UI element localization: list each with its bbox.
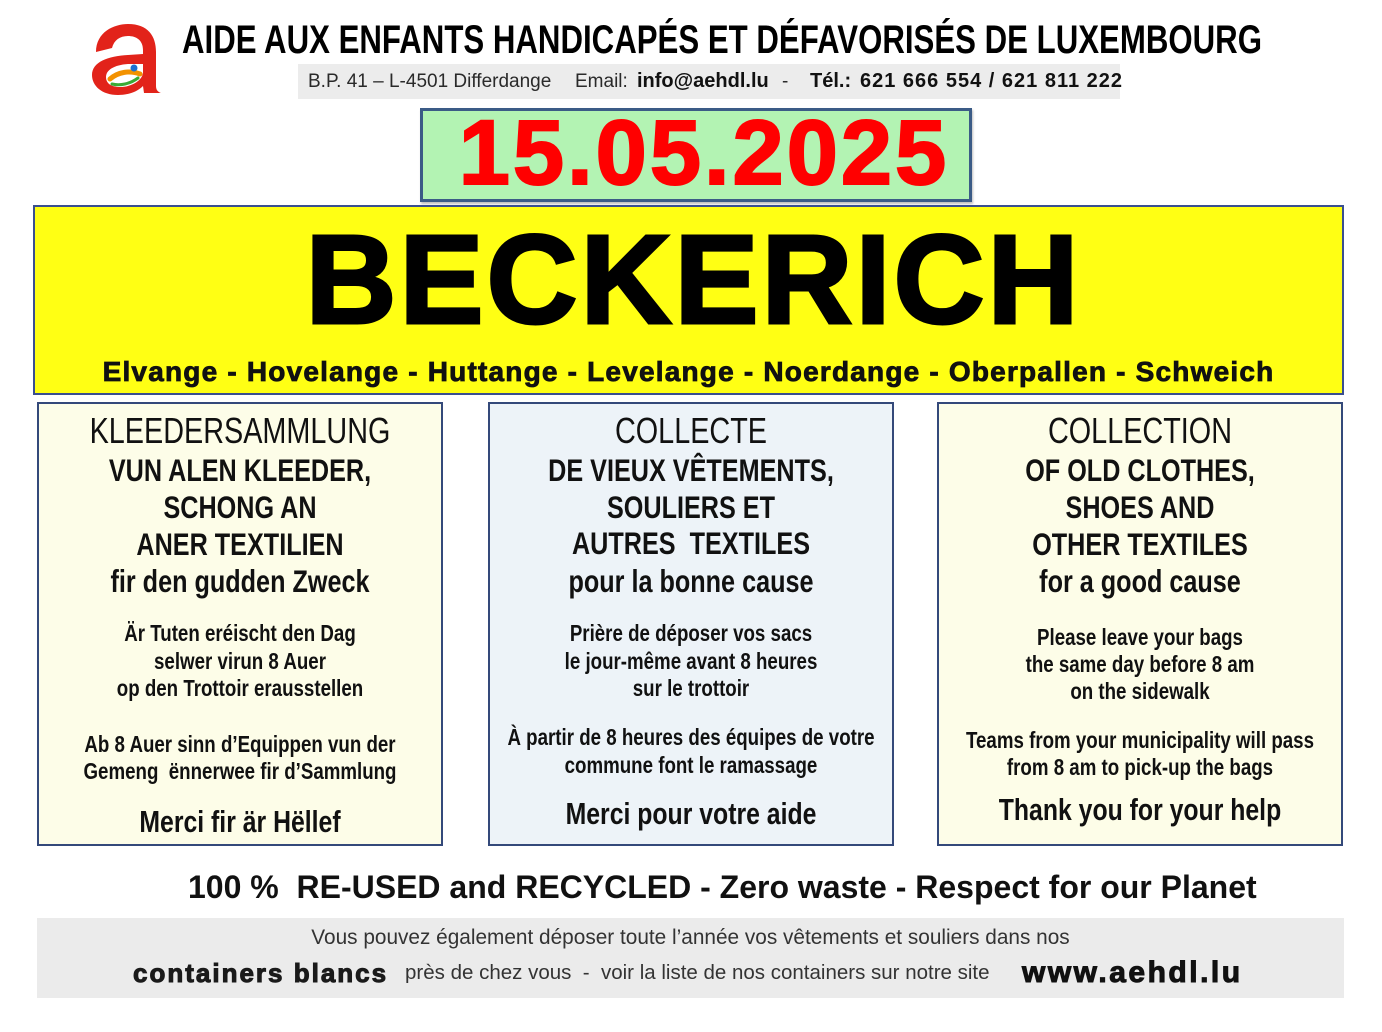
column-subheading: SCHONG AN (163, 489, 317, 525)
column-subheading: OF OLD CLOTHES, (1025, 452, 1255, 488)
logo-blue-dot (131, 65, 138, 72)
instruction-line: Prière de déposer vos sacs (569, 620, 813, 646)
french-column (488, 402, 894, 846)
aehdl-logo-icon (88, 22, 162, 95)
phone-numbers: 621 666 554 / 621 811 222 (860, 70, 1124, 92)
instruction-line: op den Trottoir erausstellen (116, 675, 364, 701)
good-cause-line: pour la bonne cause (568, 563, 814, 599)
instruction-line: on the sidewalk (1070, 678, 1210, 704)
column-content (939, 404, 1341, 844)
instruction-line: sur le trottoir (632, 675, 750, 701)
instruction-line: the same day before 8 am (1025, 651, 1255, 677)
column-subheading: SHOES AND (1065, 489, 1215, 525)
phone-label: Tél.: (810, 70, 852, 92)
instruction-line: Är Tuten eréischt den Dag (124, 620, 356, 646)
column-subheading: DE VIEUX VÊTEMENTS, (548, 452, 834, 488)
column-heading: COLLECTION (1047, 410, 1233, 451)
postal-address: B.P. 41 – L-4501 Differdange (308, 71, 552, 92)
good-cause-line: for a good cause (1039, 563, 1241, 599)
column-subheading: OTHER TEXTILES (1032, 526, 1248, 562)
column-subheading: ANER TEXTILIEN (136, 526, 344, 562)
contact-bar (298, 64, 1124, 99)
pickup-line: Gemeng ënnerwee fir d’Sammlung (83, 758, 397, 784)
english-column (937, 402, 1343, 846)
date-box (420, 102, 972, 204)
instruction-line: le jour-même avant 8 heures (564, 648, 818, 674)
luxembourgish-column (37, 402, 443, 846)
commune-banner (33, 205, 1344, 395)
pickup-line: commune font le ramassage (564, 752, 818, 778)
recycling-slogan: 100 % RE-USED and RECYCLED - Zero waste - Respect for our Planet (188, 869, 1257, 905)
email-label: Email: (575, 71, 628, 92)
pickup-line: Teams from your municipality will pass (965, 727, 1314, 753)
good-cause-line: fir den gudden Zweck (110, 563, 370, 599)
thanks-text: Merci pour votre aide (565, 796, 817, 831)
column-content (490, 404, 892, 844)
white-containers-label: containers blancs (133, 958, 389, 988)
column-content (39, 404, 441, 844)
instruction-line: selwer virun 8 Auer (154, 648, 326, 674)
instruction-line: Please leave your bags (1037, 624, 1243, 650)
thanks-text: Thank you for your help (998, 792, 1282, 827)
localities-list: Elvange - Hovelange - Huttange - Levelange - Noerdange - Oberpallen - Schweich (102, 356, 1275, 387)
column-subheading: SOULIERS ET (606, 489, 776, 525)
footer-note: Vous pouvez également déposer toute l’année vos vêtements et souliers dans nos (311, 926, 1070, 949)
organization-title-wrap (182, 18, 1282, 62)
thanks-text: Merci fir är Hëllef (139, 804, 341, 839)
column-heading: KLEEDERSAMMLUNG (89, 410, 391, 451)
website-address: www.aehdl.lu (1022, 956, 1243, 989)
column-subheading: AUTRES TEXTILES (571, 525, 811, 561)
containers-note: près de chez vous - voir la liste de nos containers sur notre site (405, 961, 990, 984)
column-subheading: VUN ALEN KLEEDER, (108, 452, 372, 488)
organization-title: AIDE AUX ENFANTS HANDICAPÉS ET DÉFAVORISÉS DE LUXEMBOURG (182, 18, 1262, 62)
collection-date: 15.05.2025 (458, 102, 950, 204)
pickup-line: from 8 am to pick-up the bags (1006, 754, 1274, 780)
pickup-line: À partir de 8 heures des équipes de votre (507, 724, 875, 750)
footer-box (37, 918, 1344, 998)
column-heading: COLLECTE (614, 410, 768, 451)
contact-separator: - (782, 71, 789, 92)
pickup-line: Ab 8 Auer sinn d’Equippen vun der (84, 731, 396, 757)
email-address: info@aehdl.lu (637, 70, 769, 92)
commune-name: BECKERICH (305, 209, 1082, 350)
